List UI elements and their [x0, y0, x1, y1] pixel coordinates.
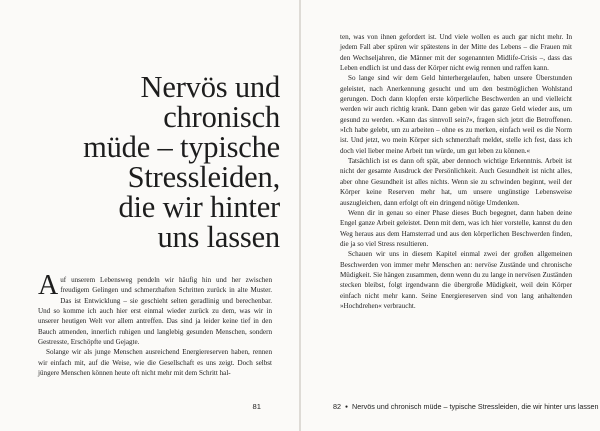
left-body-text [38, 270, 272, 378]
title-line: uns lassen [157, 220, 280, 254]
page-number-right: 82 [333, 402, 341, 411]
paragraph: Tatsächlich ist es dann oft spät, aber dennoch wichtige Erkenntnis. Arbeit ist nicht der gesamte Ausdruck der Persönlichkeit. Auch Gesundheit ist nicht alles, aber ohne Gesundheit ist alles nichts. Wenn sie zu schwinden beginnt, weil der Körper keine Reserven mehr hat, um unsere ungünstige Lebensweise auszugleichen, dann erfolgt oft ein dringend nötige Umdenken. [340, 157, 572, 207]
running-head: Nervös und chronisch müde – typische Stressleiden, die wir hinter uns lassen [352, 402, 599, 411]
paragraph-text: uf unserem Lebensweg pendeln wir häufig hin und her zwischen freudigem Gelingen und schmerzhaften Schritten zurück in alte Muster. Das ist Entwicklung – sie geschieht selten geradlinig und berechenbar. Und so komme ich auch hier erst einmal wieder zurück zu dem, was wir in unserer heutigen Welt vor allem antreffen. Das sind ja leider keine tief in den Bauch atmenden, innerlich ruhigen und langlebig gesunden Menschen, sondern Gestresste, Erschöpfte und Gejagte. [38, 276, 272, 347]
paragraph: Schauen wir uns in diesem Kapitel einmal zwei der großen allgemeinen Beschwerden von immer mehr Menschen an: nervöse Zustände und chronische Müdigkeit. Sie hängen zusammen, denn wenn du zu lange in nervösen Zuständen stecken bleibst, folgt irgendwann die übergroße Müdigkeit, weil dein Körper einfach nicht mehr kann. Seine Energiereserven sind von lang anhaltenden »Hochdrehen« verbraucht. [340, 250, 572, 310]
title-line: Stressleiden, [127, 160, 280, 194]
right-body-text [340, 32, 572, 311]
title-line: die wir hinter [118, 190, 280, 224]
title-line: chronisch [163, 100, 280, 134]
drop-cap: A [38, 270, 59, 301]
paragraph: ten, was von ihnen gefordert ist. Und viele wollen es auch gar nicht mehr. In jedem Fall aber spüren wir spätestens in der Mitte des Lebens – die Frauen mit den Wechseljahren, die Männer mit der sogenannten Midlife-Crisis –, dass das Leben endlich ist und dass der Körper nicht ewig rennen und raffen kann. [340, 33, 572, 73]
left-page [0, 0, 299, 431]
paragraph: Wenn dir in genau so einer Phase dieses Buch begegnet, dann haben deine Engel ganze Arbeit geleistet. Denn mit dem, was ich hier vorstelle, kannst du den Weg heraus aus dem Hamsterrad und aus den körperlichen Beschwerden finden, die ja so viel Stress resultieren. [340, 208, 572, 248]
paragraph: So lange sind wir dem Geld hinterhergelaufen, haben unsere Überstunden geleistet, nach Anerkennung gesucht und um den bestmöglichen Wohlstand gerungen. Doch dann klopfen erste körperliche Beschwerden an und vielleicht werden wir auch richtig krank. Dann geben wir das ganze Geld wieder aus, um gesund zu werden. »Kann das sinnvoll sein?«, fragen sich jetzt die Betroffenen. »Ich habe gelebt, um zu arbeiten – ohne es zu merken, einfach weil es die Norm ist. Und jetzt, wo mein Körper sich schmerzhaft meldet, stelle ich fest, dass ich doch viel lieber meine Arbeit tun würde, um gut leben zu können.« [340, 74, 572, 155]
bullet-separator: ● [345, 404, 349, 410]
page-number-left: 81 [252, 402, 261, 411]
paragraph [38, 270, 272, 347]
paragraph: Solange wir als junge Menschen ausreichend Energiereserven haben, rennen wir einfach mit, auf die Weise, wie die Gesellschaft es uns zeigt. Doch selbst jüngere Menschen können heute oft nicht mehr mit dem Schritt hal- [38, 348, 272, 378]
chapter-title [40, 72, 280, 252]
title-line: Nervös und [140, 70, 280, 104]
running-footer [333, 402, 599, 411]
title-line: müde – typische [83, 130, 280, 164]
